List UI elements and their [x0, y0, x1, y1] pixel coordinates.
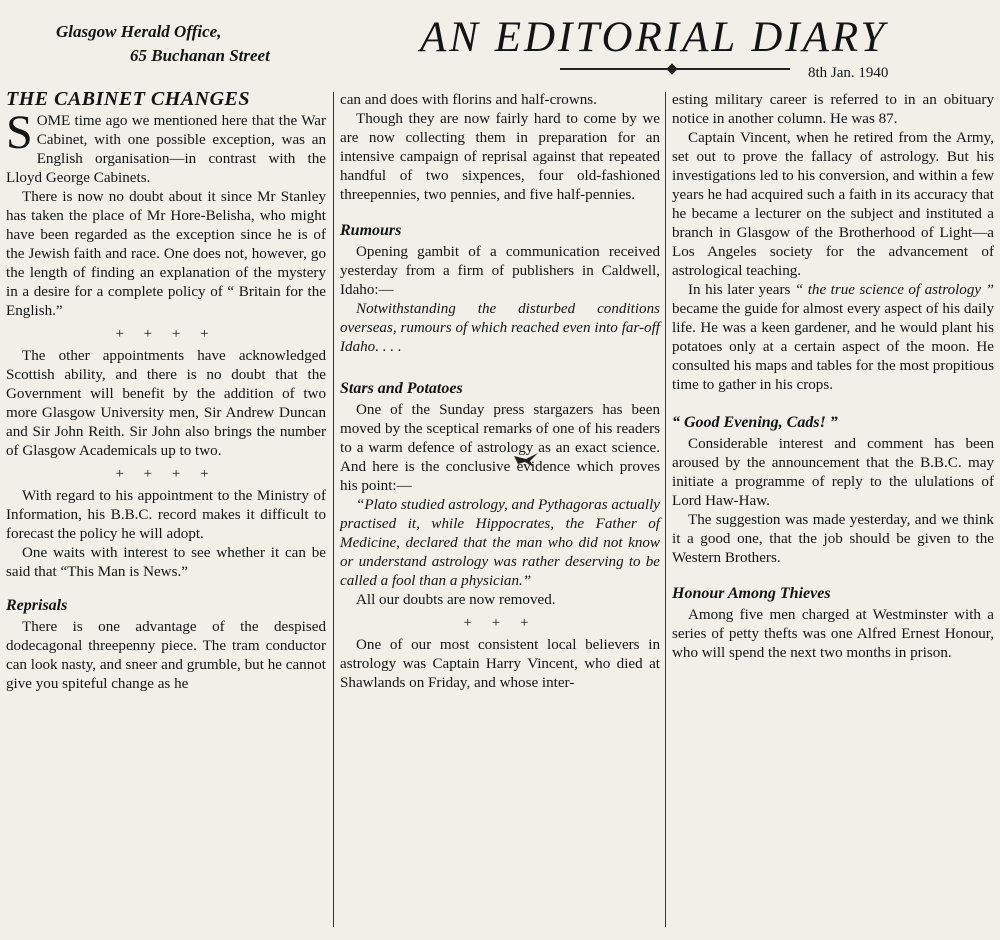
paragraph: Considerable interest and comment has been aroused by the announcement that the B.B.C. may initiate a programme of reply to the ululations of Lord Haw-Haw.	[672, 436, 994, 509]
section-separator: + + +	[463, 615, 537, 631]
paragraph-end: became the guide for almost every aspect of his daily life. He was a keen gardener, and he would plant his potatoes only at a certain aspect of the moon. He consulted his maps and tables for the most propitious time to gather in his crops.	[672, 301, 994, 393]
headline-cabinet-changes: THE CABINET CHANGES	[6, 88, 251, 110]
subhead-good-evening-cads: “ Good Evening, Cads! ”	[672, 414, 838, 431]
column-1	[6, 88, 326, 694]
paragraph: SOME time ago we mentioned here that the War Cabinet, with one possible exception, was an English organisation—in contrast with the Lloyd George Cabinets.	[6, 106, 326, 186]
quotation: Notwithstanding the disturbed conditions overseas, rumours of which reached even into far-off Idaho. . . .	[340, 301, 660, 355]
dateline: 8th Jan. 1940	[808, 65, 889, 81]
paragraph-start: In his later years	[688, 282, 791, 298]
subhead-rumours: Rumours	[340, 222, 402, 239]
quotation: “Plato studied astrology, and Pythagoras actually practised it, while Hippocrates, the Father of Medicine, declared that the man who did not know or understand astrology was rather deserving to be called a fool than a physician.”	[340, 497, 660, 589]
subhead-stars-and-potatoes: Stars and Potatoes	[340, 380, 463, 397]
section-separator: + + + +	[115, 326, 217, 342]
office-line-2: 65 Buchanan Street	[130, 46, 270, 65]
column-rule-2	[665, 92, 666, 927]
column-3	[672, 91, 994, 663]
page-title: AN EDITORIAL DIARY	[420, 14, 888, 61]
bird-ornament-icon	[512, 450, 540, 470]
paragraph: Though they are now fairly hard to come by we are now collecting them in preparation for an intensive campaign of reprisal against that repeated handful of two sixpences, four old-fashioned threepennies, two pennies, and five half-pennies.	[340, 111, 660, 203]
paragraph: All our doubts are now removed.	[356, 592, 556, 608]
paragraph: With regard to his appointment to the Ministry of Information, his B.B.C. record makes it difficult to forecast the policy he will adopt.	[6, 488, 326, 542]
quoted-phrase: “ the true science of astrology ”	[794, 282, 994, 298]
section-separator: + + + +	[115, 466, 217, 482]
paragraph: One waits with interest to see whether it can be said that “This Man is News.”	[6, 545, 326, 580]
office-line-1: Glasgow Herald Office,	[56, 22, 222, 41]
subhead-reprisals: Reprisals	[6, 597, 68, 614]
paragraph: Among five men charged at Westminster with a series of petty thefts was one Alfred Ernest Honour, who will spend the next two months in prison.	[672, 607, 994, 661]
title-ornament-rule	[560, 68, 790, 70]
paragraph: One of the Sunday press stargazers has been moved by the sceptical remarks of one of his readers to a warm defence of astrology as an exact science. And here is the conclusive evidence which proves his point:—	[340, 402, 660, 494]
paragraph: There is one advantage of the despised dodecagonal threepenny piece. The tram conductor can look nasty, and sneer and grumble, but he cannot give you spiteful change as he	[6, 619, 326, 692]
paragraph: Captain Vincent, when he retired from the Army, set out to prove the fallacy of astrology. But his investigations led to his conversion, and within a few years he had acquired such a faith in its accuracy that he became a lecturer on the subject and instituted a branch in Glasgow of the Brotherhood of Light—a Los Angeles society for the advancement of astrological teaching.	[672, 130, 994, 279]
column-2	[340, 91, 660, 693]
paragraph: One of our most consistent local believers in astrology was Captain Harry Vincent, who died at Shawlands on Friday, and whose inter-	[340, 637, 660, 691]
paragraph	[672, 281, 994, 395]
paragraph: The other appointments have acknowledged Scottish ability, and there is no doubt that the Government will benefit by the addition of two more Glasgow University men, Sir Andrew Duncan and Sir John Reith. Sir John also brings the number of Glasgow Academicals up to two.	[6, 348, 326, 459]
subhead-honour-among-thieves: Honour Among Thieves	[672, 585, 831, 602]
paragraph: There is now no doubt about it since Mr Stanley has taken the place of Mr Hore-Belisha, who might have been regarded as the exception since he is of the Jewish faith and race. One does not, however, go the length of finding an explanation of the mystery in a desire for a complete policy of “ Britain for the English.”	[6, 189, 326, 319]
office-address	[56, 20, 356, 68]
paragraph: can and does with florins and half-crowns.	[340, 92, 597, 108]
paragraph: Opening gambit of a communication received yesterday from a firm of publishers in Caldwell, Idaho:—	[340, 244, 660, 298]
column-rule-1	[333, 92, 334, 927]
paragraph: esting military career is referred to in an obituary notice in another column. He was 87.	[672, 92, 994, 127]
paragraph: The suggestion was made yesterday, and we think it a good one, that the job should be given to the Western Brothers.	[672, 512, 994, 566]
